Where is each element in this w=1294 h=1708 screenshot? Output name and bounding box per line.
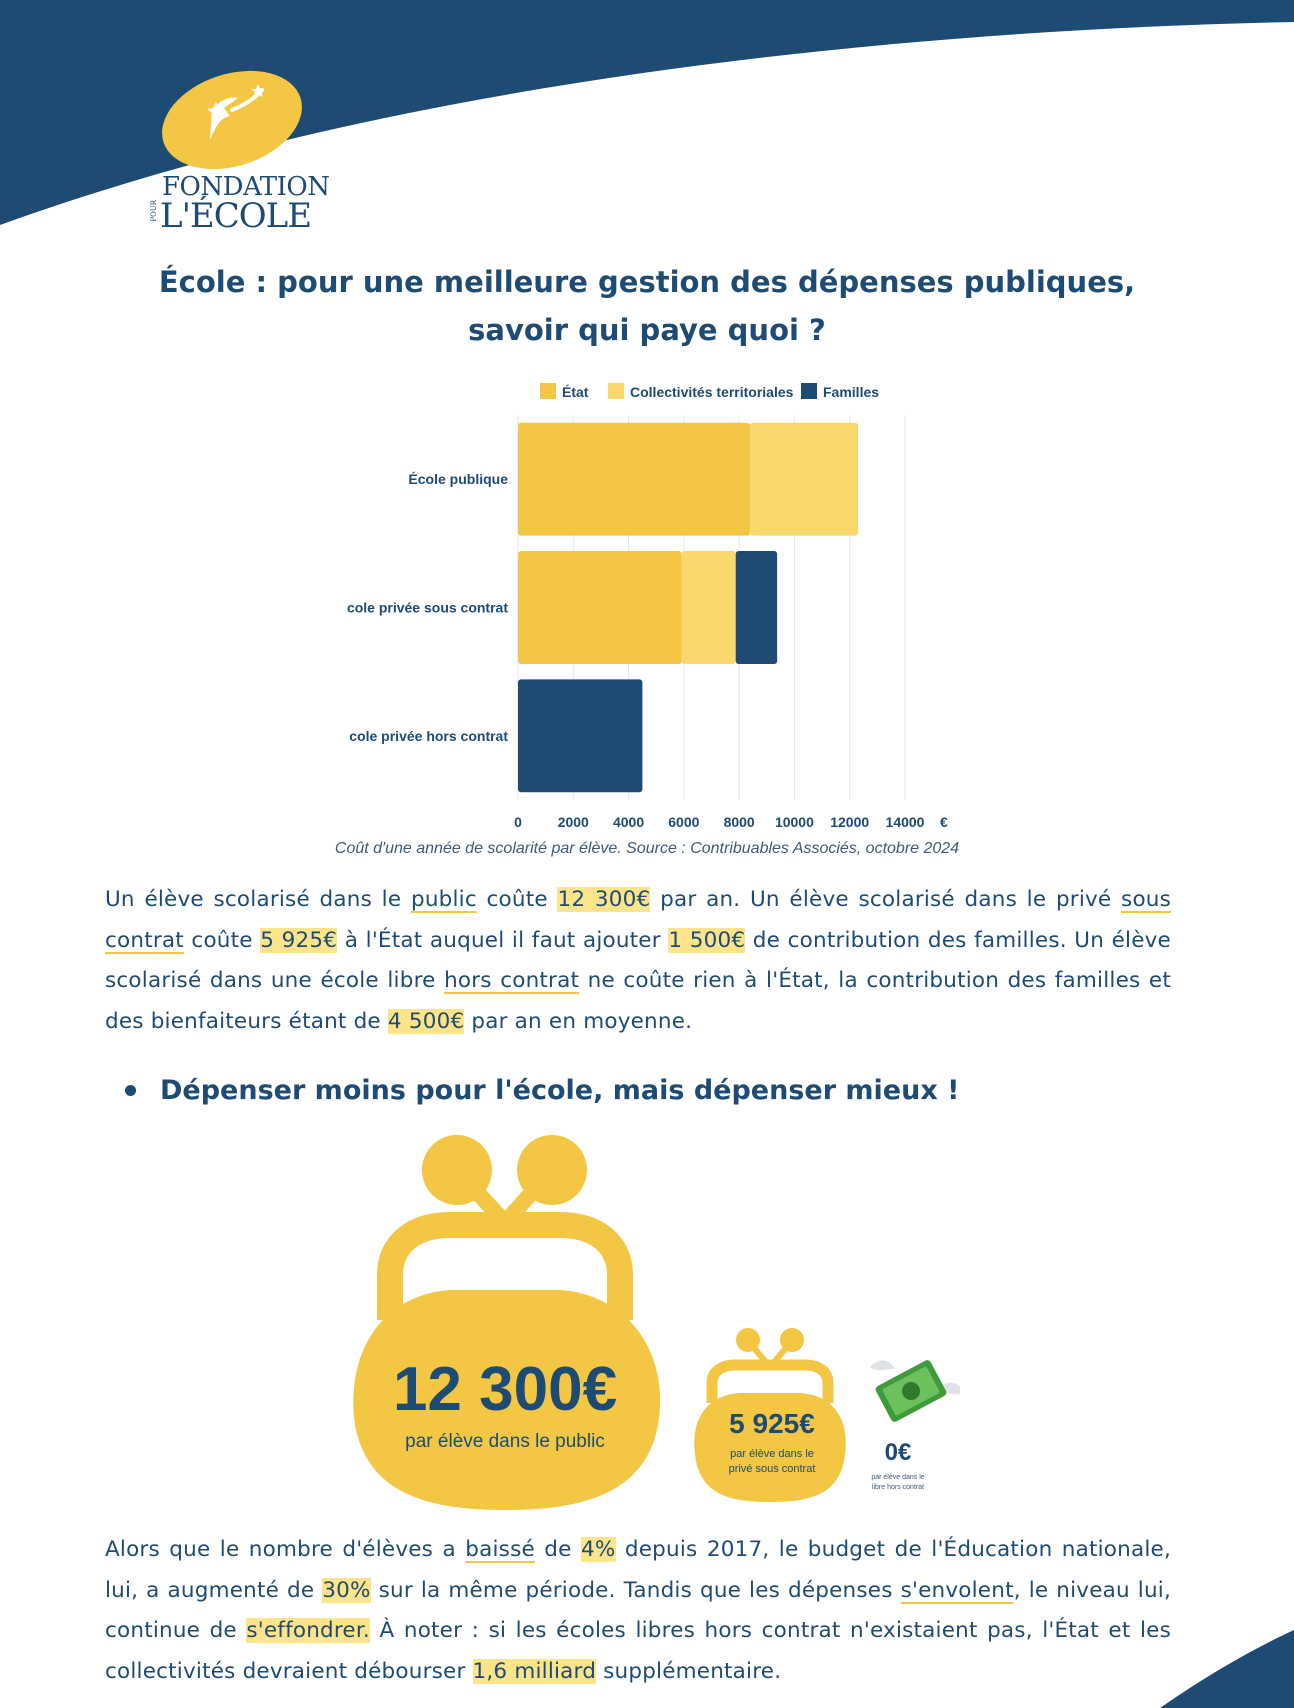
- big-amount: 12 300€: [392, 1355, 618, 1424]
- p1-public: public: [410, 887, 477, 912]
- p2-text-1: Alors que le nombre d'élèves a: [105, 1537, 466, 1562]
- p1-highlight-prive-cost: 5 925€: [260, 927, 338, 953]
- x-tick-label-4: 8000: [723, 814, 755, 830]
- mid-label-1: par élève dans le: [730, 1448, 814, 1460]
- mid-amount: 5 925€: [729, 1408, 815, 1439]
- paragraph-budget: [105, 1530, 1171, 1692]
- p1-text-4: coûte: [183, 927, 261, 953]
- p1-sous-contrat: sous contrat: [105, 887, 1172, 953]
- page-title: [0, 258, 1294, 354]
- bar-0-0: [518, 423, 750, 536]
- p2-highlight-milliard: 1,6 milliard: [472, 1658, 597, 1684]
- x-tick-label-7: 14000: [885, 814, 925, 830]
- p1-text-8: par an en moyenne.: [464, 1008, 693, 1034]
- bullet-text: Dépenser moins pour l'école, mais dépenser mieux !: [160, 1075, 960, 1106]
- zero-label-1: par élève dans le: [871, 1474, 925, 1481]
- purses-infographic: [340, 1125, 960, 1515]
- p1-text-1: Un élève scolarisé dans le: [105, 887, 411, 912]
- p2-text-7: supplémentaire.: [596, 1658, 782, 1684]
- paragraph-costs: [105, 880, 1171, 1042]
- x-tick-label-0: 0: [514, 814, 522, 830]
- p2-baisse: baissé: [465, 1537, 535, 1562]
- bar-1-0: [518, 551, 682, 664]
- bar-0-1: [750, 423, 858, 536]
- category-label-2: cole privée hors contrat: [349, 727, 508, 744]
- p1-highlight-hors-contrat: 4 500€: [387, 1008, 465, 1034]
- bar-1-1: [682, 551, 736, 664]
- p2-text-2: de: [534, 1537, 581, 1562]
- p2-highlight-30pct: 30%: [322, 1577, 371, 1603]
- p2-highlight-seffondrer: s'effondrer.: [246, 1618, 370, 1643]
- p2-highlight-4pct: 4%: [580, 1537, 616, 1562]
- legend-swatch-0: [540, 383, 556, 399]
- p1-text-3: par an. Un élève scolarisé dans le privé: [650, 887, 1122, 912]
- x-tick-label-1: 2000: [557, 814, 589, 830]
- logo-text-ecole: L'ÉCOLE: [160, 196, 312, 236]
- chart-caption: Coût d'une année de scolarité par élève. Source : Contribuables Associés, octobre 2024: [334, 840, 960, 857]
- zero-amount: 0€: [884, 1439, 912, 1466]
- zero-label-2: libre hors contrat: [871, 1484, 925, 1491]
- p2-text-3: depuis 2017, le budget de l'Éducation nationale, lui, a augmenté de: [105, 1537, 1171, 1603]
- legend-swatch-1: [608, 383, 624, 399]
- x-tick-label-6: 12000: [830, 814, 870, 830]
- x-tick-label-2: 4000: [612, 814, 645, 830]
- category-label-0: École publique: [408, 471, 508, 488]
- bar-1-2: [736, 551, 777, 664]
- legend-label-2: Familles: [823, 384, 880, 400]
- x-tick-label-3: 6000: [668, 814, 700, 830]
- logo-text-pour: POUR: [150, 200, 158, 222]
- title-line-1: École : pour une meilleure gestion des dépenses publiques,: [158, 265, 1136, 299]
- cost-chart: [330, 384, 970, 830]
- x-tick-label-5: 10000: [774, 814, 814, 830]
- p1-highlight-public-cost: 12 300€: [557, 887, 651, 912]
- mid-label-2: privé sous contrat: [728, 1463, 816, 1475]
- p2-text-6: À noter : si les écoles libres hors contrat n'existaient pas, l'État et les collectivités devraient débourser: [105, 1618, 1171, 1684]
- x-unit-label: €: [940, 814, 948, 830]
- bullet-dot-icon: [125, 1085, 136, 1096]
- p2-senvolent: s'envolent: [900, 1577, 1014, 1603]
- p2-text-4: sur la même période. Tandis que les dépenses: [370, 1577, 901, 1603]
- money-with-wings-icon: [870, 1359, 960, 1423]
- bullet-heading: [125, 1075, 959, 1106]
- legend-swatch-2: [801, 383, 817, 399]
- p1-text-5: à l'État auquel il faut ajouter: [337, 927, 669, 953]
- p2-text-5: , le niveau lui, continue de: [105, 1577, 1172, 1643]
- p1-text-2: coûte: [476, 887, 558, 912]
- title-line-2: savoir qui paye quoi ?: [468, 313, 826, 347]
- p1-hors-contrat: hors contrat: [444, 968, 580, 993]
- p1-text-7: ne coûte rien à l'État, la contribution des familles et des bienfaiteurs étant de: [105, 968, 1171, 1034]
- category-label-1: cole privée sous contrat: [346, 599, 508, 616]
- legend-label-0: État: [562, 384, 589, 400]
- p1-highlight-familles: 1 500€: [668, 927, 746, 953]
- big-purse-icon: [353, 1135, 660, 1510]
- bar-2-2: [518, 679, 642, 792]
- legend-label-1: Collectivités territoriales: [630, 384, 794, 400]
- logo-text-fondation: FONDATION: [162, 172, 330, 202]
- big-label: par élève dans le public: [405, 1431, 605, 1452]
- p1-text-6: de contribution des familles. Un élève scolarisé dans une école libre: [105, 927, 1171, 993]
